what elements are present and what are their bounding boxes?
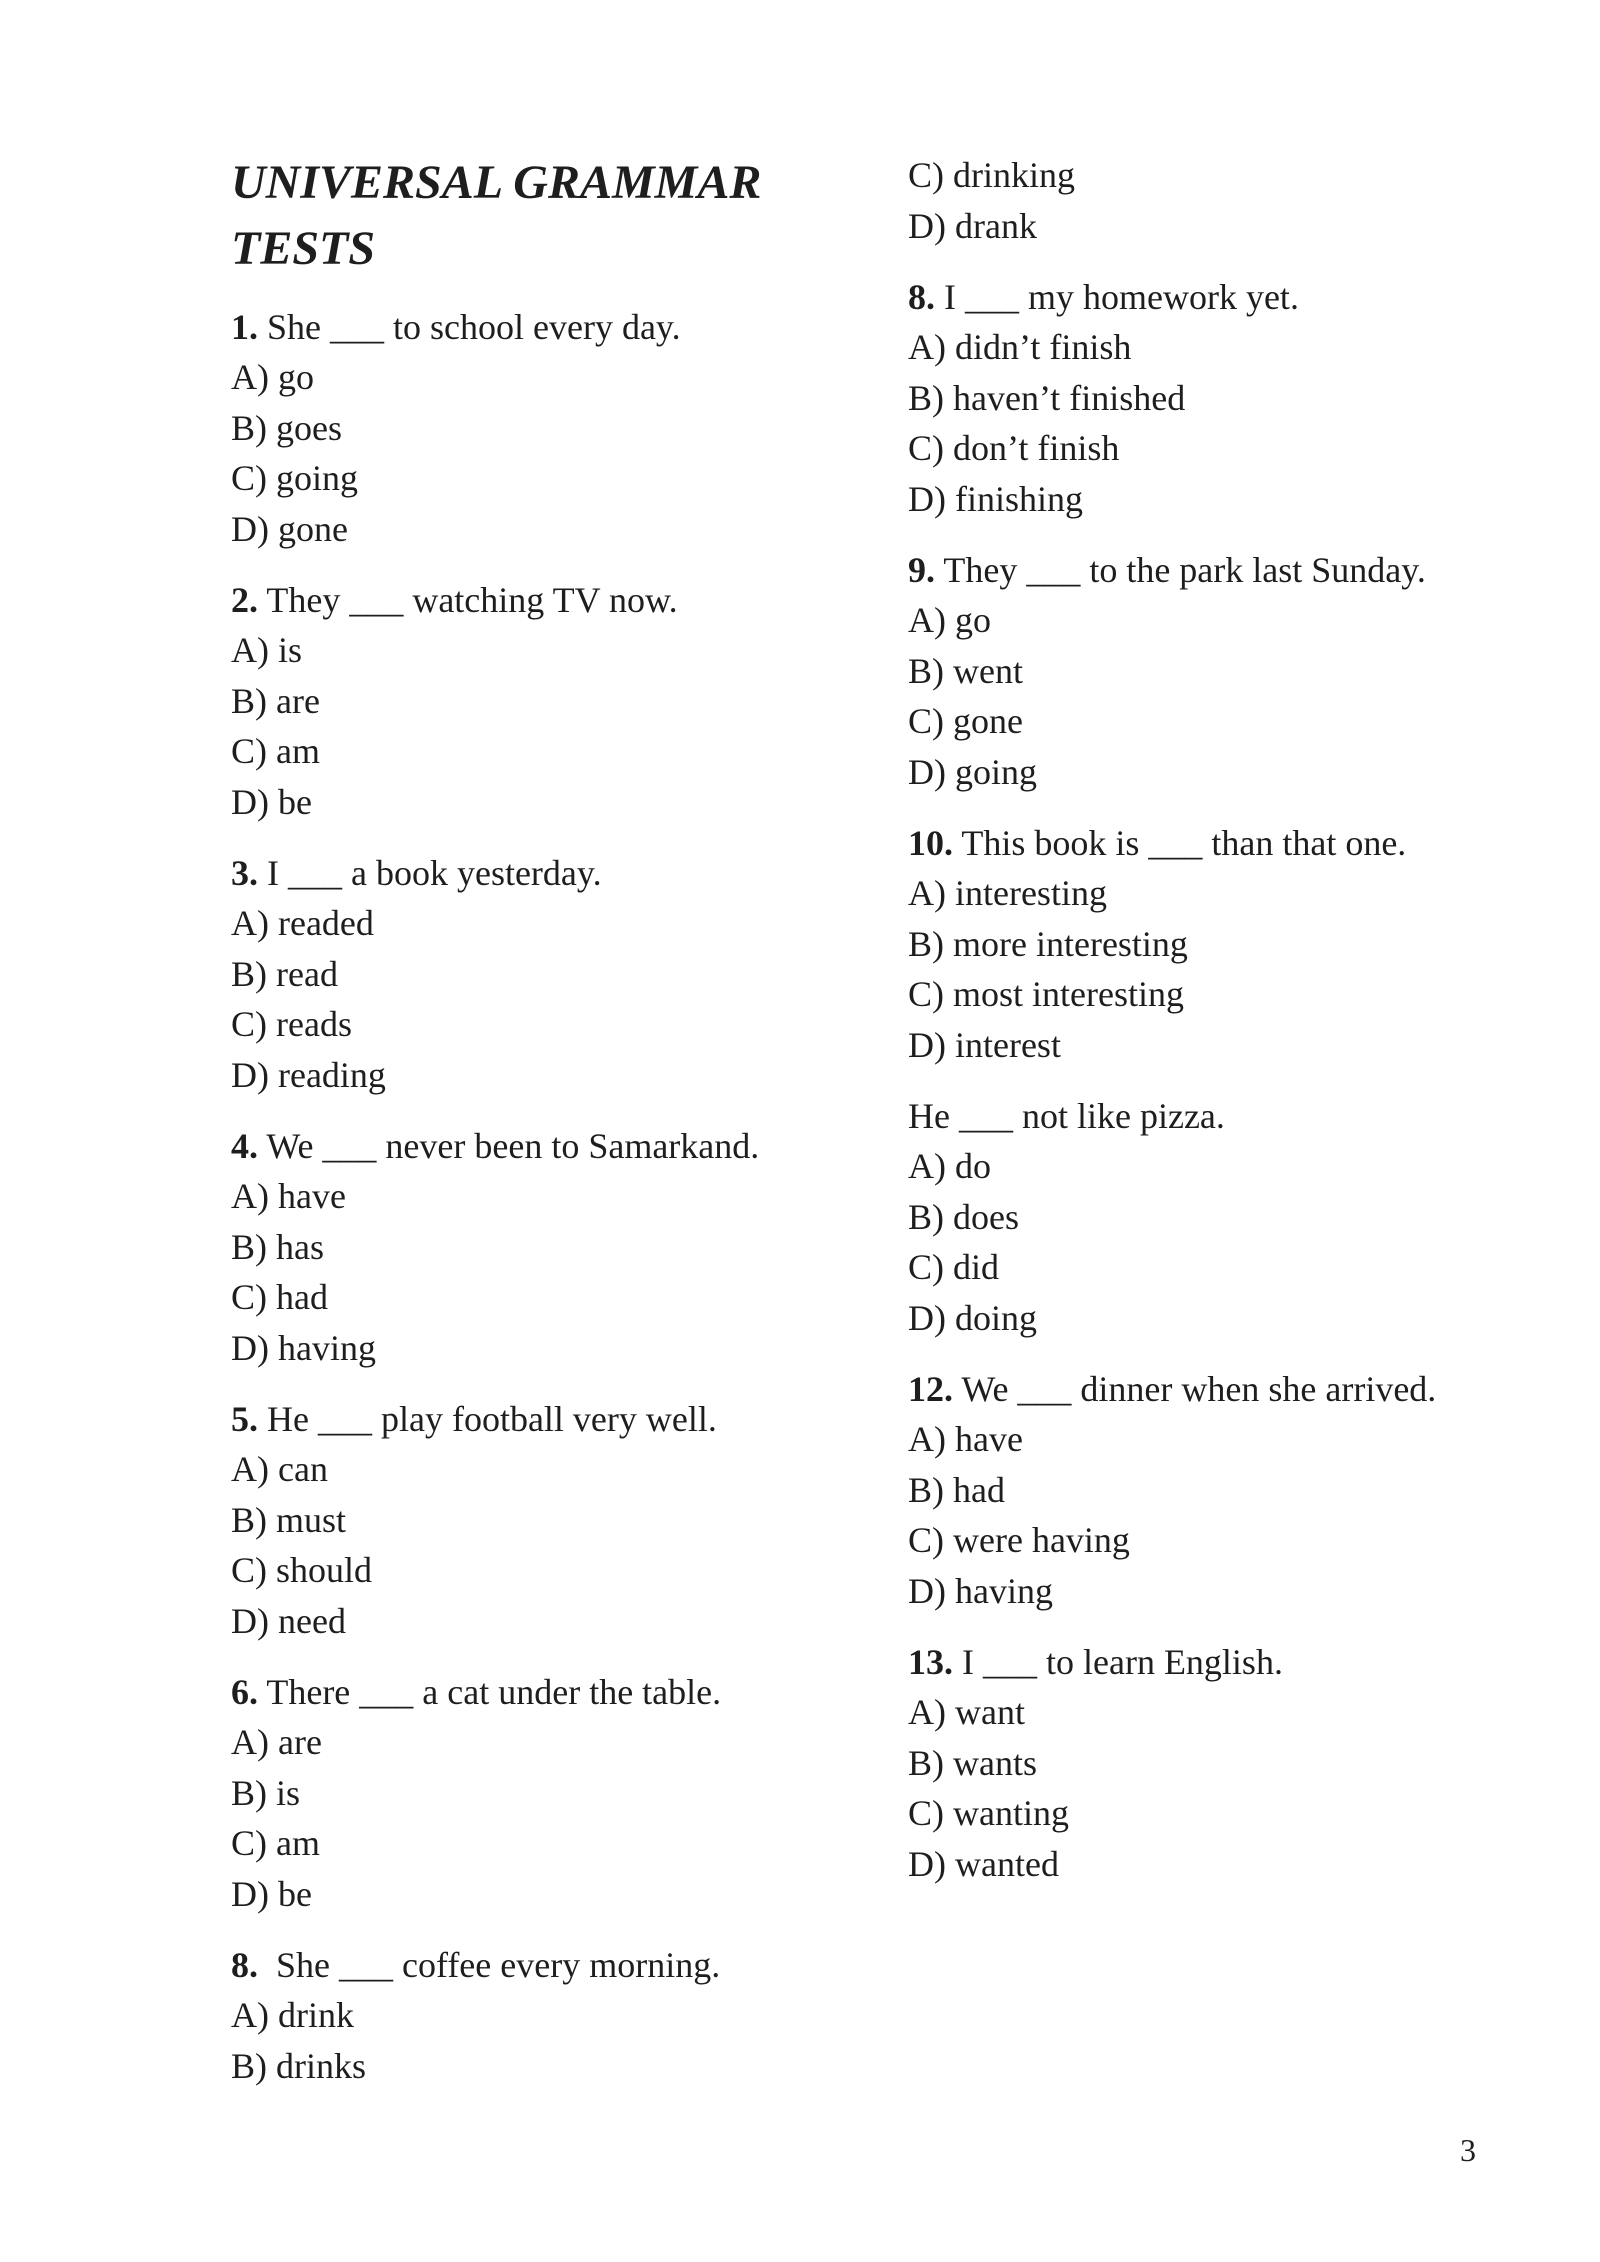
option-a: A) do	[908, 1146, 991, 1186]
option-b: B) has	[231, 1226, 324, 1267]
option-c: C) should	[231, 1550, 373, 1590]
question-text	[231, 848, 881, 898]
question-number: 10.	[908, 823, 953, 863]
question-number: 8.	[231, 1945, 258, 1985]
question-11	[908, 1091, 1558, 1343]
question-6	[231, 1667, 881, 1919]
question-number: 9.	[908, 550, 935, 590]
question-4	[231, 1121, 881, 1373]
question-text	[231, 1667, 881, 1717]
option-c: C) were having	[908, 1520, 1130, 1560]
question-text	[908, 1364, 1558, 1414]
question-text	[908, 1637, 1558, 1687]
question-prompt: She ___ coffee every morning.	[258, 1945, 721, 1985]
option-a: A) didn’t finish	[908, 327, 1132, 367]
option-c: C) am	[231, 731, 320, 771]
question-text	[231, 1121, 881, 1171]
question-number: 1.	[231, 307, 258, 347]
option-d: D) interest	[908, 1024, 1061, 1065]
question-text	[231, 1940, 881, 1990]
question-text	[231, 575, 881, 625]
question-12	[908, 1364, 1558, 1616]
question-8-part-1	[231, 1940, 881, 2091]
question-number: 3.	[231, 853, 258, 893]
question-text	[231, 1394, 881, 1444]
question-number: 12.	[908, 1369, 953, 1409]
option-a: A) is	[231, 630, 302, 670]
question-3	[231, 848, 881, 1100]
question-number: 8.	[908, 277, 935, 317]
option-d: D) reading	[231, 1054, 386, 1095]
option-c: C) drinking	[908, 155, 1075, 195]
option-c: C) wanting	[908, 1793, 1069, 1833]
question-prompt: We ___ never been to Samarkand.	[258, 1126, 760, 1166]
option-a: A) have	[231, 1176, 346, 1216]
option-a: A) readed	[231, 903, 374, 943]
question-number: 4.	[231, 1126, 258, 1166]
question-prompt: We ___ dinner when she arrived.	[953, 1369, 1437, 1409]
option-a: A) want	[908, 1692, 1025, 1732]
option-a: A) have	[908, 1419, 1023, 1459]
option-b: B) had	[908, 1469, 1005, 1510]
option-d: D) finishing	[908, 478, 1083, 519]
question-prompt: I ___ to learn English.	[953, 1642, 1283, 1682]
option-d: D) having	[231, 1327, 376, 1368]
question-number: 6.	[231, 1672, 258, 1712]
question-prompt: She ___ to school every day.	[258, 307, 681, 347]
option-c: C) most interesting	[908, 974, 1184, 1014]
option-a: A) drink	[231, 1995, 354, 2035]
question-prompt: He ___ play football very well.	[258, 1399, 717, 1439]
question-number: 13.	[908, 1642, 953, 1682]
question-prompt: They ___ to the park last Sunday.	[935, 550, 1426, 590]
option-a: A) can	[231, 1449, 328, 1489]
option-b: B) read	[231, 953, 338, 994]
question-2	[231, 575, 881, 827]
question-text	[908, 818, 1558, 868]
question-text	[908, 545, 1558, 595]
option-a: A) are	[231, 1722, 322, 1762]
question-prompt: He ___ not like pizza.	[908, 1096, 1225, 1136]
option-b: B) goes	[231, 407, 342, 448]
question-text	[908, 1091, 1558, 1141]
option-a: A) go	[231, 357, 314, 397]
option-d: D) be	[231, 1873, 312, 1914]
question-8-part-2	[908, 150, 1558, 251]
option-c: C) reads	[231, 1004, 352, 1044]
question-10	[908, 818, 1558, 1070]
option-c: C) don’t finish	[908, 428, 1120, 468]
question-number: 2.	[231, 580, 258, 620]
option-c: C) gone	[908, 701, 1023, 741]
option-c: C) had	[231, 1277, 328, 1317]
question-1	[231, 302, 881, 554]
option-b: B) went	[908, 650, 1023, 691]
option-a: A) go	[908, 600, 991, 640]
option-d: D) wanted	[908, 1843, 1059, 1884]
question-9	[908, 545, 1558, 797]
option-b: B) does	[908, 1196, 1019, 1237]
page-number: 3	[1460, 2132, 1476, 2168]
option-d: D) drank	[908, 205, 1037, 246]
question-prompt: I ___ my homework yet.	[935, 277, 1299, 317]
question-prompt: They ___ watching TV now.	[258, 580, 678, 620]
option-a: A) interesting	[908, 873, 1107, 913]
question-13	[908, 1637, 1558, 1889]
question-number: 5.	[231, 1399, 258, 1439]
option-c: C) going	[231, 458, 359, 498]
option-b: B) are	[231, 680, 320, 721]
option-d: D) need	[231, 1600, 346, 1641]
option-d: D) going	[908, 751, 1037, 792]
question-prompt: There ___ a cat under the table.	[258, 1672, 722, 1712]
option-c: C) am	[231, 1823, 320, 1863]
option-b: B) drinks	[231, 2045, 366, 2086]
question-prompt: This book is ___ than that one.	[953, 823, 1407, 863]
question-text	[908, 272, 1558, 322]
option-b: B) haven’t finished	[908, 377, 1186, 418]
option-d: D) having	[908, 1570, 1053, 1611]
option-b: B) must	[231, 1499, 347, 1540]
option-d: D) gone	[231, 508, 348, 549]
option-d: D) doing	[908, 1297, 1037, 1338]
option-b: B) wants	[908, 1742, 1037, 1783]
page-title: UNIVERSAL GRAMMAR TESTS	[231, 156, 762, 275]
option-c: C) did	[908, 1247, 1000, 1287]
question-text	[231, 302, 881, 352]
option-b: B) is	[231, 1772, 301, 1813]
question-8b	[908, 272, 1558, 524]
option-b: B) more interesting	[908, 923, 1188, 964]
question-prompt: I ___ a book yesterday.	[258, 853, 602, 893]
question-5	[231, 1394, 881, 1646]
option-d: D) be	[231, 781, 312, 822]
